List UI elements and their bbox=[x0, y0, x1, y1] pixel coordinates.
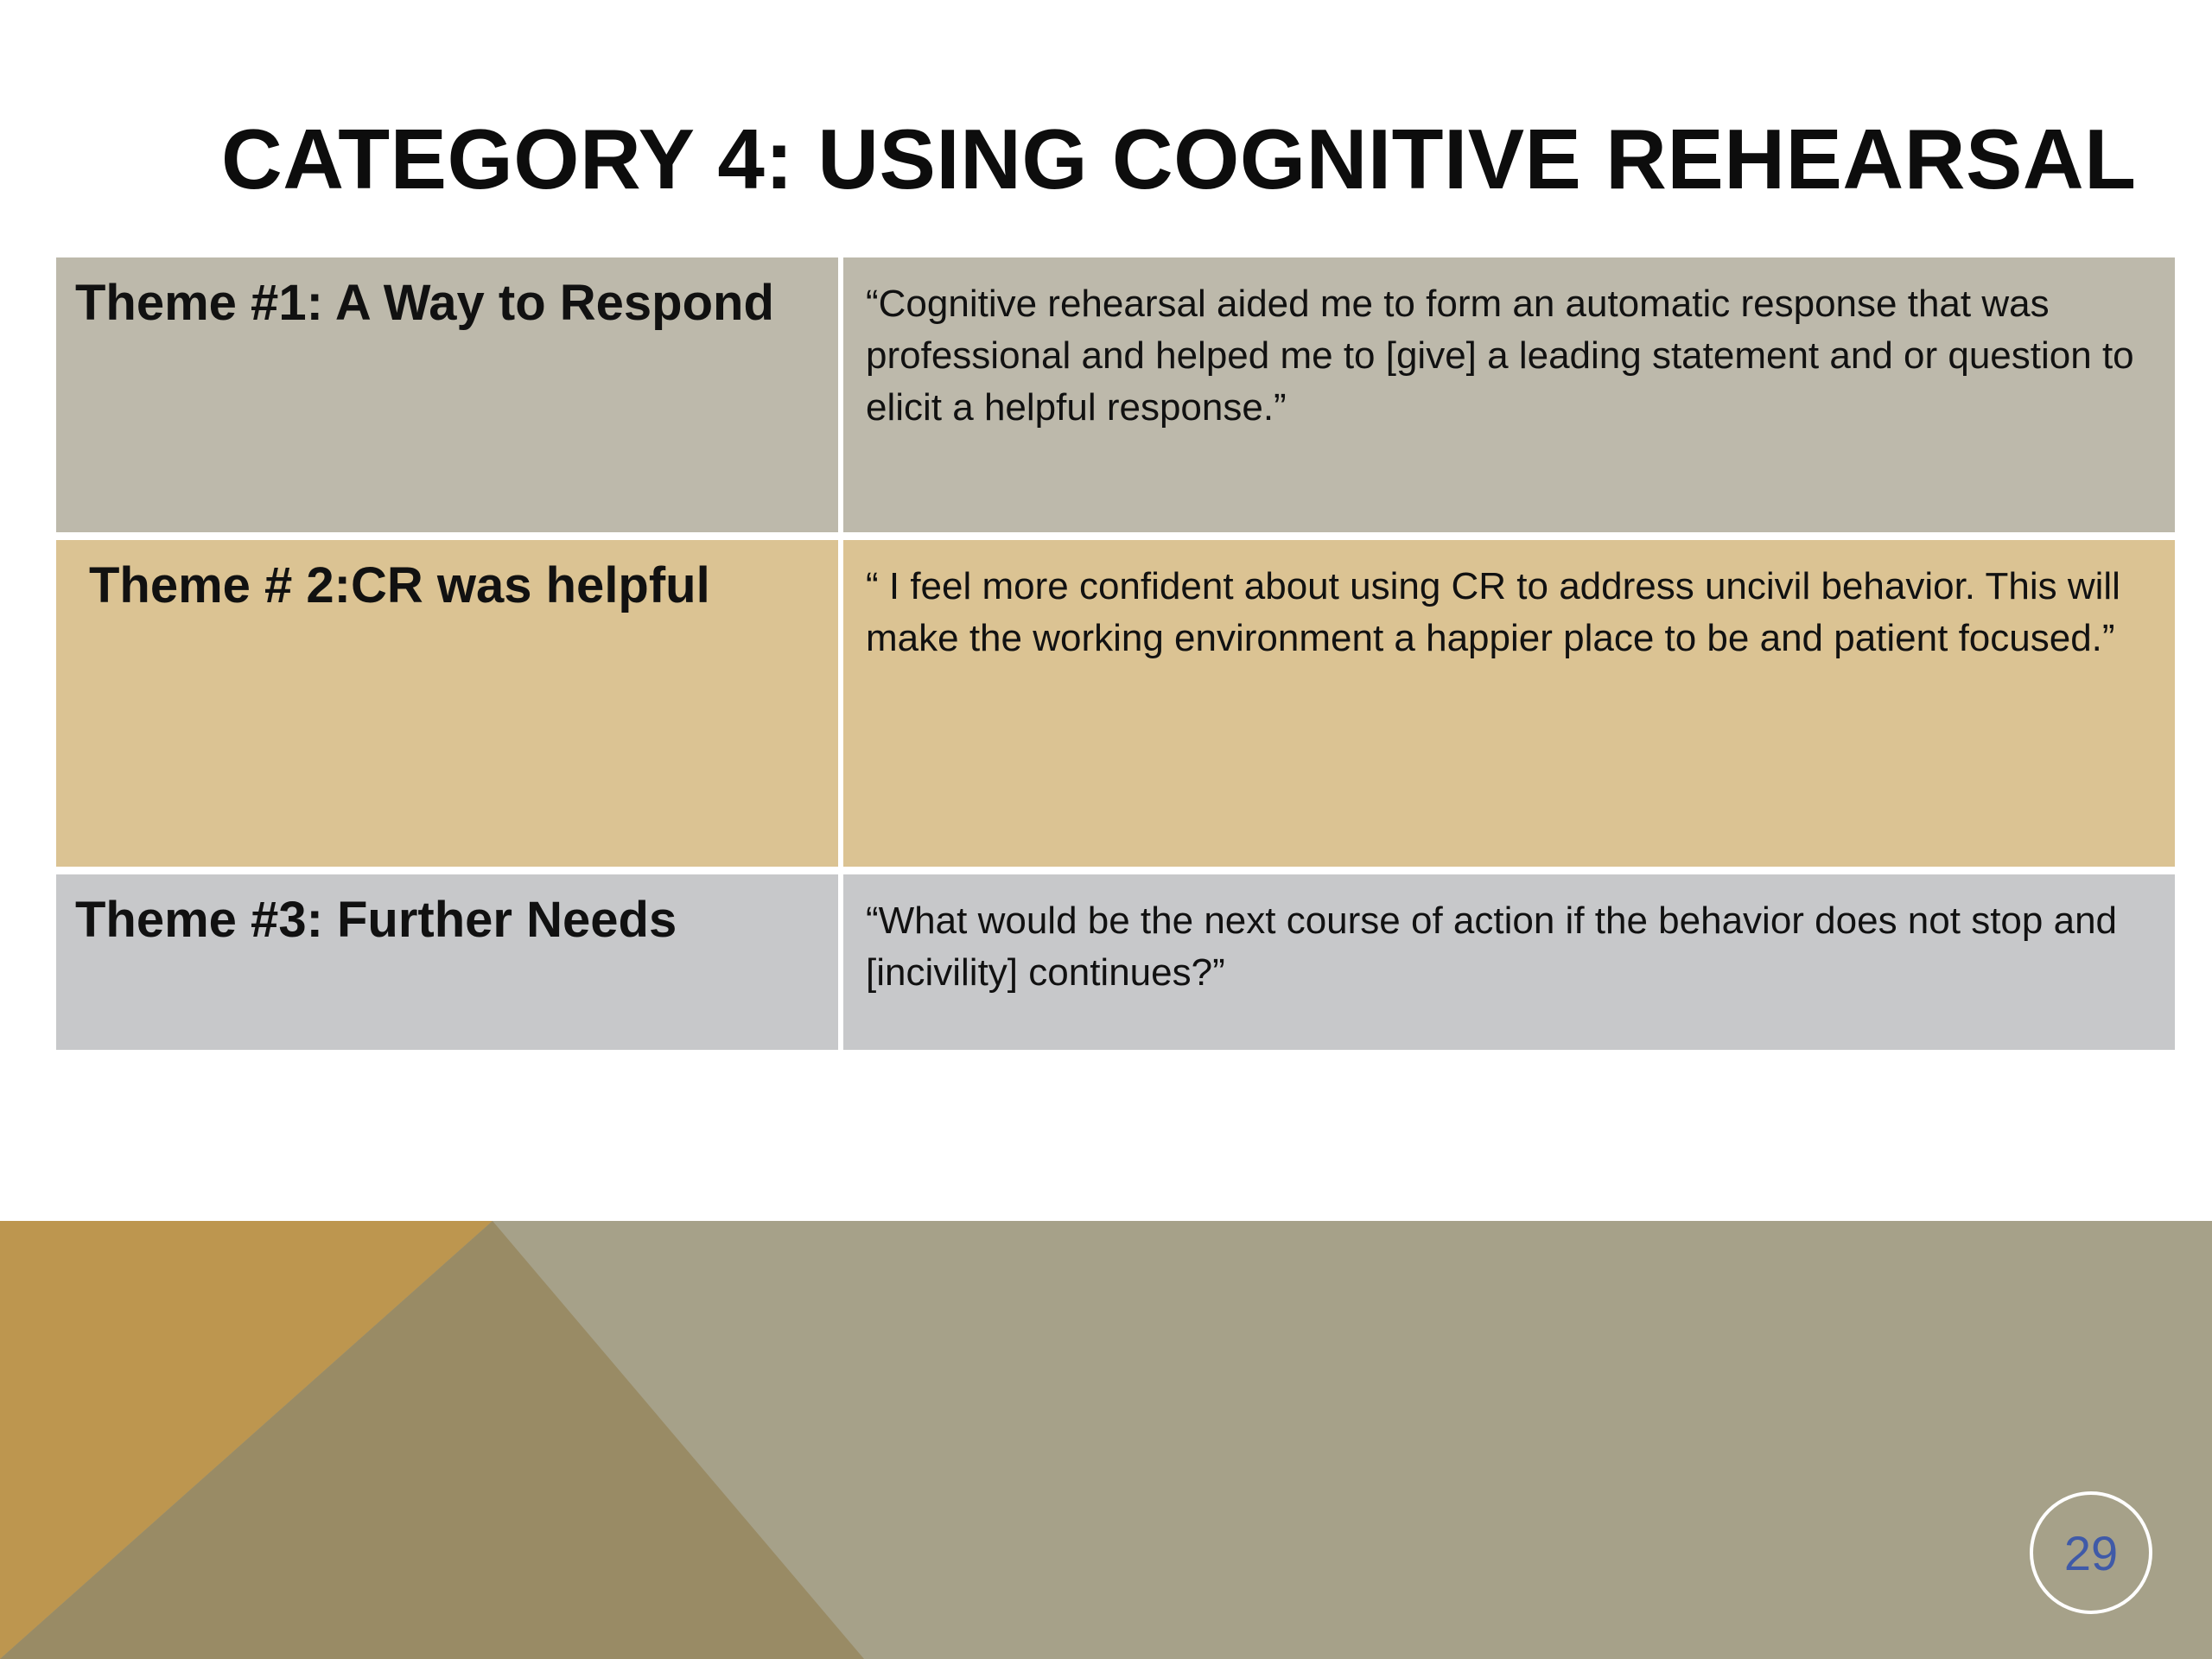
theme-label: Theme #3: Further Needs bbox=[56, 874, 838, 1050]
page-number-badge: 29 bbox=[2030, 1491, 2152, 1614]
theme-label: Theme #1: A Way to Respond bbox=[56, 257, 838, 532]
theme-quote: “Cognitive rehearsal aided me to form an automatic response that was professional and helped me to [give] a leading statement and or question to elicit a helpful response.” bbox=[843, 257, 2175, 532]
theme-quote: “What would be the next course of action if the behavior does not stop and [incivility] continues?” bbox=[843, 874, 2175, 1050]
slide-title: CATEGORY 4: USING COGNITIVE REHEARSAL bbox=[221, 111, 2137, 207]
table-row bbox=[56, 257, 2175, 532]
theme-label: Theme # 2:CR was helpful bbox=[56, 540, 838, 867]
table-row bbox=[56, 540, 2175, 867]
table-row bbox=[56, 874, 2175, 1050]
theme-quote: “ I feel more confident about using CR to address uncivil behavior. This will make the working environment a happier place to be and patient focused.” bbox=[843, 540, 2175, 867]
footer-decoration bbox=[0, 1221, 2212, 1659]
themes-table bbox=[56, 257, 2175, 1050]
